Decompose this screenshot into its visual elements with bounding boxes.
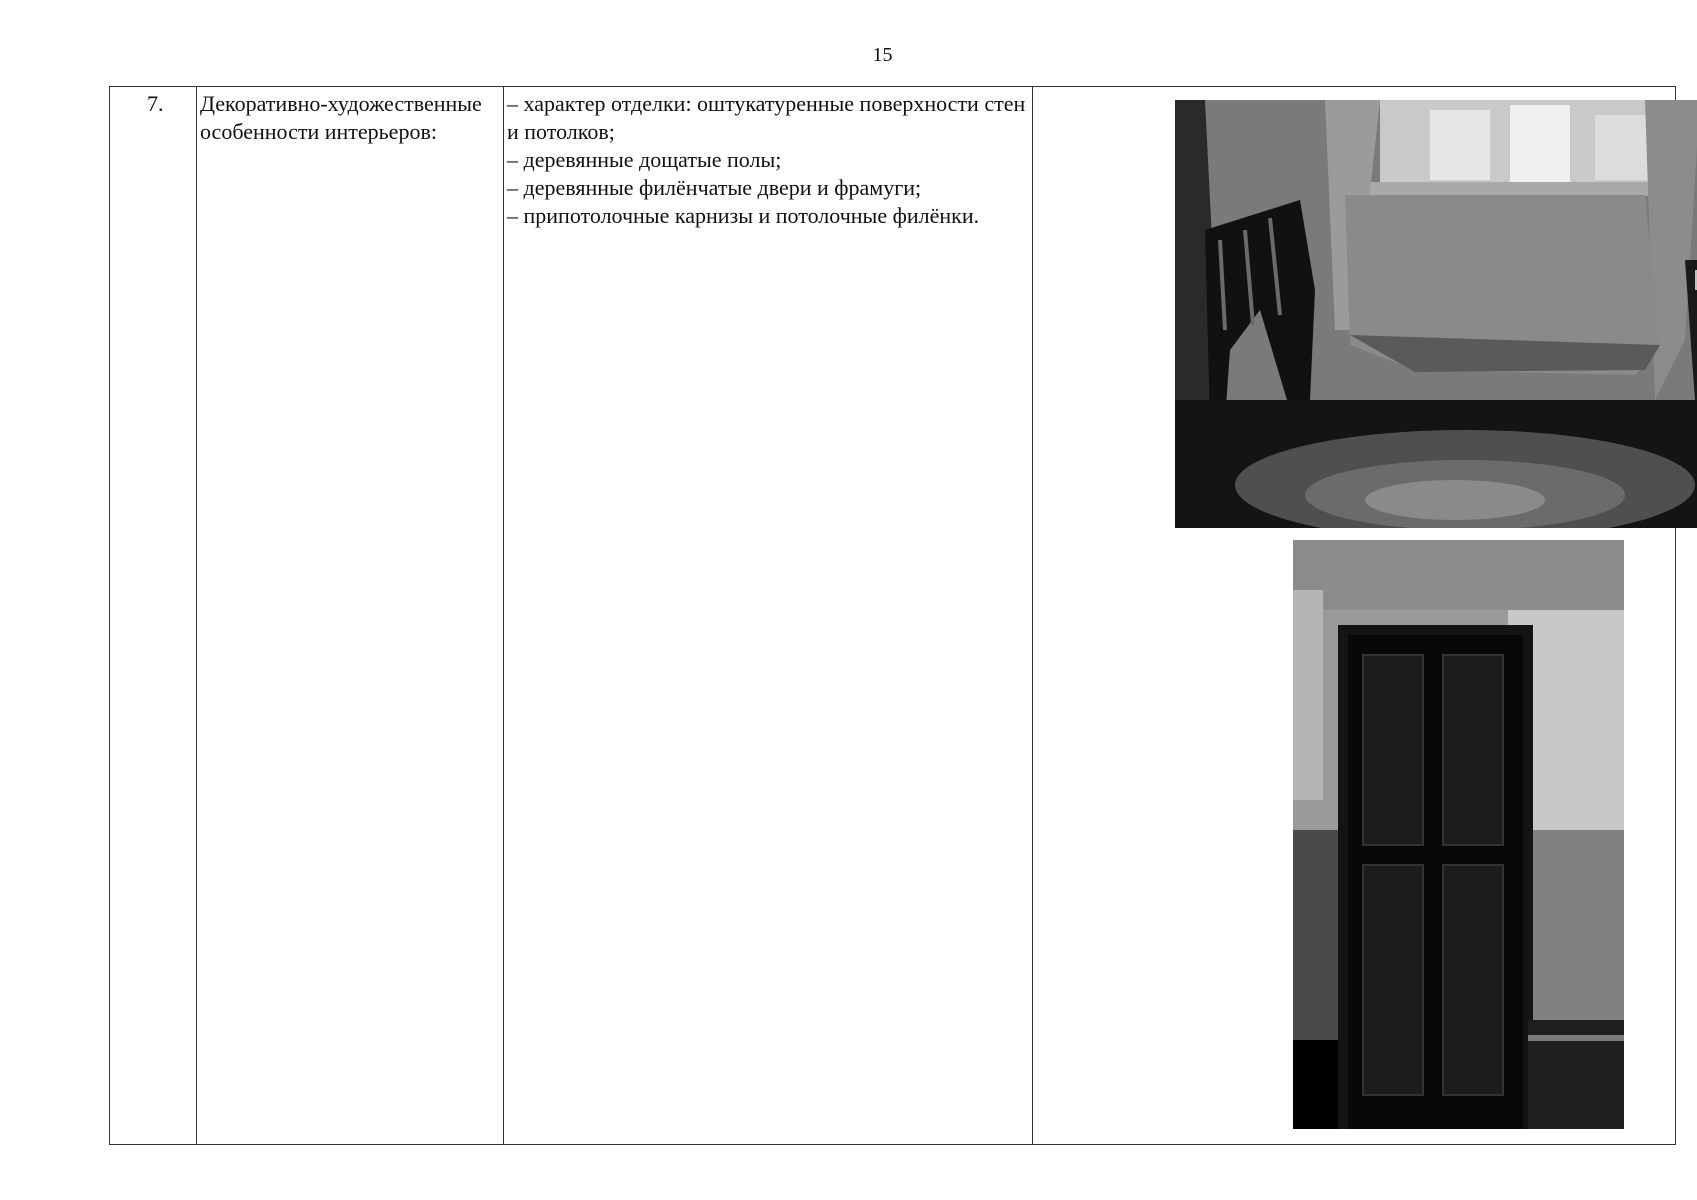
row-number: 7. xyxy=(147,91,164,116)
page-number: 15 xyxy=(872,44,893,66)
row-description-cell xyxy=(504,87,1033,1144)
door-image xyxy=(1293,540,1624,1129)
row-title: Декоративно-художественные особенности интерьеров: xyxy=(200,91,482,144)
row-photo-cell xyxy=(1033,87,1675,1144)
room-interior-photo xyxy=(1175,100,1697,528)
row-number-cell xyxy=(110,87,197,1144)
feature-item: – деревянные филёнчатые двери и фрамуги; xyxy=(507,175,922,200)
door-photo xyxy=(1293,540,1624,1129)
row-title-cell xyxy=(197,87,504,1144)
feature-list xyxy=(507,90,1032,230)
feature-item: – характер отделки: оштукатуренные поверхности стен и потолков; xyxy=(507,91,1026,144)
feature-item: – деревянные дощатые полы; xyxy=(507,147,782,172)
room-interior-image xyxy=(1175,100,1697,528)
document-table xyxy=(109,86,1676,1145)
feature-item: – припотолочные карнизы и потолочные филёнки. xyxy=(507,203,980,228)
